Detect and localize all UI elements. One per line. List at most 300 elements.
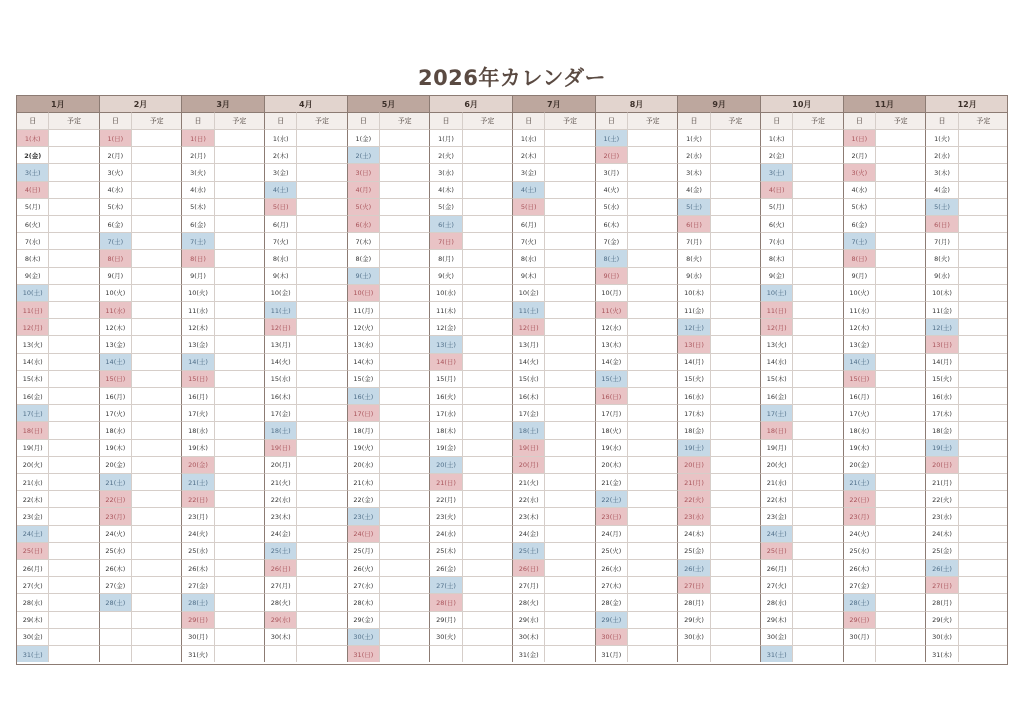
plan-cell[interactable] — [958, 163, 1008, 180]
plan-cell[interactable] — [875, 335, 925, 352]
plan-cell[interactable] — [710, 507, 760, 524]
plan-cell[interactable] — [462, 525, 512, 542]
plan-cell[interactable] — [214, 525, 264, 542]
plan-cell[interactable] — [379, 525, 429, 542]
plan-cell[interactable] — [379, 301, 429, 318]
plan-cell[interactable] — [627, 507, 677, 524]
plan-cell[interactable] — [379, 335, 429, 352]
plan-cell[interactable] — [958, 215, 1008, 232]
plan-cell[interactable] — [958, 232, 1008, 249]
plan-cell[interactable] — [214, 129, 264, 146]
plan-cell[interactable] — [48, 249, 98, 266]
plan-cell[interactable] — [131, 456, 181, 473]
plan-cell[interactable] — [544, 559, 594, 576]
plan-cell[interactable] — [710, 335, 760, 352]
plan-cell[interactable] — [48, 628, 98, 645]
plan-cell[interactable] — [710, 370, 760, 387]
plan-cell[interactable] — [48, 525, 98, 542]
plan-cell[interactable] — [296, 628, 346, 645]
plan-cell[interactable] — [131, 576, 181, 593]
plan-cell[interactable] — [48, 370, 98, 387]
plan-cell[interactable] — [958, 335, 1008, 352]
plan-cell[interactable] — [544, 645, 594, 662]
plan-cell[interactable] — [131, 507, 181, 524]
plan-cell[interactable] — [544, 404, 594, 421]
plan-cell[interactable] — [544, 456, 594, 473]
plan-cell[interactable] — [462, 129, 512, 146]
plan-cell[interactable] — [48, 542, 98, 559]
plan-cell[interactable] — [958, 542, 1008, 559]
plan-cell[interactable] — [131, 387, 181, 404]
plan-cell[interactable] — [48, 611, 98, 628]
plan-cell[interactable] — [131, 318, 181, 335]
plan-cell[interactable] — [214, 628, 264, 645]
plan-cell[interactable] — [627, 542, 677, 559]
plan-cell[interactable] — [296, 593, 346, 610]
plan-cell[interactable] — [214, 335, 264, 352]
plan-cell[interactable] — [792, 473, 842, 490]
plan-cell[interactable] — [462, 215, 512, 232]
plan-cell[interactable] — [627, 267, 677, 284]
plan-cell[interactable] — [544, 284, 594, 301]
plan-cell[interactable] — [131, 628, 181, 645]
plan-cell[interactable] — [462, 628, 512, 645]
plan-cell[interactable] — [627, 611, 677, 628]
plan-cell[interactable] — [544, 335, 594, 352]
plan-cell[interactable] — [958, 421, 1008, 438]
plan-cell[interactable] — [296, 507, 346, 524]
plan-cell[interactable] — [379, 628, 429, 645]
plan-cell[interactable] — [462, 593, 512, 610]
plan-cell[interactable] — [958, 456, 1008, 473]
plan-cell[interactable] — [296, 490, 346, 507]
plan-cell[interactable] — [214, 370, 264, 387]
plan-cell[interactable] — [792, 353, 842, 370]
plan-cell[interactable] — [48, 456, 98, 473]
plan-cell[interactable] — [462, 490, 512, 507]
plan-cell[interactable] — [214, 249, 264, 266]
plan-cell[interactable] — [48, 198, 98, 215]
plan-cell[interactable] — [875, 129, 925, 146]
plan-cell[interactable] — [875, 490, 925, 507]
plan-cell[interactable] — [710, 249, 760, 266]
plan-cell[interactable] — [875, 181, 925, 198]
plan-cell[interactable] — [792, 525, 842, 542]
plan-cell[interactable] — [462, 542, 512, 559]
plan-cell[interactable] — [792, 611, 842, 628]
plan-cell[interactable] — [958, 181, 1008, 198]
plan-cell[interactable] — [792, 421, 842, 438]
plan-cell[interactable] — [710, 301, 760, 318]
plan-cell[interactable] — [627, 473, 677, 490]
plan-cell[interactable] — [627, 404, 677, 421]
plan-cell[interactable] — [48, 353, 98, 370]
plan-cell[interactable] — [792, 301, 842, 318]
plan-cell[interactable] — [792, 439, 842, 456]
plan-cell[interactable] — [296, 387, 346, 404]
plan-cell[interactable] — [627, 232, 677, 249]
plan-cell[interactable] — [875, 232, 925, 249]
plan-cell[interactable] — [48, 301, 98, 318]
plan-cell[interactable] — [296, 129, 346, 146]
plan-cell[interactable] — [544, 318, 594, 335]
plan-cell[interactable] — [627, 576, 677, 593]
plan-cell[interactable] — [462, 335, 512, 352]
plan-cell[interactable] — [958, 370, 1008, 387]
plan-cell[interactable] — [48, 490, 98, 507]
plan-cell[interactable] — [214, 181, 264, 198]
plan-cell[interactable] — [131, 146, 181, 163]
plan-cell[interactable] — [214, 284, 264, 301]
plan-cell[interactable] — [296, 146, 346, 163]
plan-cell[interactable] — [462, 284, 512, 301]
plan-cell[interactable] — [627, 181, 677, 198]
plan-cell[interactable] — [131, 542, 181, 559]
plan-cell[interactable] — [131, 163, 181, 180]
plan-cell[interactable] — [792, 456, 842, 473]
plan-cell[interactable] — [214, 301, 264, 318]
plan-cell[interactable] — [379, 611, 429, 628]
plan-cell[interactable] — [710, 387, 760, 404]
plan-cell[interactable] — [379, 181, 429, 198]
plan-cell[interactable] — [710, 559, 760, 576]
plan-cell[interactable] — [214, 404, 264, 421]
plan-cell[interactable] — [627, 163, 677, 180]
plan-cell[interactable] — [544, 542, 594, 559]
plan-cell[interactable] — [875, 198, 925, 215]
plan-cell[interactable] — [627, 421, 677, 438]
plan-cell[interactable] — [710, 542, 760, 559]
plan-cell[interactable] — [958, 490, 1008, 507]
plan-cell[interactable] — [48, 284, 98, 301]
plan-cell[interactable] — [379, 387, 429, 404]
plan-cell[interactable] — [792, 249, 842, 266]
plan-cell[interactable] — [48, 215, 98, 232]
plan-cell[interactable] — [792, 146, 842, 163]
plan-cell[interactable] — [379, 370, 429, 387]
plan-cell[interactable] — [379, 645, 429, 662]
plan-cell[interactable] — [379, 163, 429, 180]
plan-cell[interactable] — [627, 146, 677, 163]
plan-cell[interactable] — [875, 318, 925, 335]
plan-cell[interactable] — [48, 507, 98, 524]
plan-cell[interactable] — [544, 249, 594, 266]
plan-cell[interactable] — [627, 525, 677, 542]
plan-cell[interactable] — [296, 559, 346, 576]
plan-cell[interactable] — [462, 249, 512, 266]
plan-cell[interactable] — [296, 473, 346, 490]
plan-cell[interactable] — [296, 645, 346, 662]
plan-cell[interactable] — [296, 456, 346, 473]
plan-cell[interactable] — [958, 284, 1008, 301]
plan-cell[interactable] — [544, 387, 594, 404]
plan-cell[interactable] — [792, 163, 842, 180]
plan-cell[interactable] — [214, 318, 264, 335]
plan-cell[interactable] — [792, 335, 842, 352]
plan-cell[interactable] — [131, 559, 181, 576]
plan-cell[interactable] — [627, 249, 677, 266]
plan-cell[interactable] — [544, 146, 594, 163]
plan-cell[interactable] — [48, 421, 98, 438]
plan-cell[interactable] — [958, 146, 1008, 163]
plan-cell[interactable] — [462, 576, 512, 593]
plan-cell[interactable] — [710, 232, 760, 249]
plan-cell[interactable] — [792, 284, 842, 301]
plan-cell[interactable] — [710, 456, 760, 473]
plan-cell[interactable] — [296, 301, 346, 318]
plan-cell[interactable] — [958, 611, 1008, 628]
plan-cell[interactable] — [544, 421, 594, 438]
plan-cell[interactable] — [792, 198, 842, 215]
plan-cell[interactable] — [875, 456, 925, 473]
plan-cell[interactable] — [958, 473, 1008, 490]
plan-cell[interactable] — [214, 507, 264, 524]
plan-cell[interactable] — [296, 267, 346, 284]
plan-cell[interactable] — [131, 490, 181, 507]
plan-cell[interactable] — [544, 181, 594, 198]
plan-cell[interactable] — [544, 232, 594, 249]
plan-cell[interactable] — [544, 628, 594, 645]
plan-cell[interactable] — [544, 525, 594, 542]
plan-cell[interactable] — [48, 576, 98, 593]
plan-cell[interactable] — [462, 404, 512, 421]
plan-cell[interactable] — [214, 387, 264, 404]
plan-cell[interactable] — [710, 163, 760, 180]
plan-cell[interactable] — [710, 404, 760, 421]
plan-cell[interactable] — [462, 267, 512, 284]
plan-cell[interactable] — [48, 404, 98, 421]
plan-cell[interactable] — [792, 593, 842, 610]
plan-cell[interactable] — [710, 593, 760, 610]
plan-cell[interactable] — [296, 353, 346, 370]
plan-cell[interactable] — [131, 335, 181, 352]
plan-cell[interactable] — [627, 284, 677, 301]
plan-cell[interactable] — [710, 628, 760, 645]
plan-cell[interactable] — [214, 198, 264, 215]
plan-cell[interactable] — [875, 473, 925, 490]
plan-cell[interactable] — [462, 301, 512, 318]
plan-cell[interactable] — [379, 232, 429, 249]
plan-cell[interactable] — [958, 576, 1008, 593]
plan-cell[interactable] — [544, 267, 594, 284]
plan-cell[interactable] — [462, 456, 512, 473]
plan-cell[interactable] — [379, 456, 429, 473]
plan-cell[interactable] — [296, 284, 346, 301]
plan-cell[interactable] — [544, 215, 594, 232]
plan-cell[interactable] — [462, 146, 512, 163]
plan-cell[interactable] — [214, 439, 264, 456]
plan-cell[interactable] — [544, 301, 594, 318]
plan-cell[interactable] — [710, 490, 760, 507]
plan-cell[interactable] — [131, 181, 181, 198]
plan-cell[interactable] — [958, 198, 1008, 215]
plan-cell[interactable] — [48, 473, 98, 490]
plan-cell[interactable] — [875, 146, 925, 163]
plan-cell[interactable] — [792, 542, 842, 559]
plan-cell[interactable] — [875, 542, 925, 559]
plan-cell[interactable] — [627, 628, 677, 645]
plan-cell[interactable] — [131, 267, 181, 284]
plan-cell[interactable] — [296, 163, 346, 180]
plan-cell[interactable] — [627, 318, 677, 335]
plan-cell[interactable] — [379, 542, 429, 559]
plan-cell[interactable] — [710, 215, 760, 232]
plan-cell[interactable] — [379, 284, 429, 301]
plan-cell[interactable] — [710, 645, 760, 662]
plan-cell[interactable] — [48, 232, 98, 249]
plan-cell[interactable] — [792, 645, 842, 662]
plan-cell[interactable] — [958, 507, 1008, 524]
plan-cell[interactable] — [214, 232, 264, 249]
plan-cell[interactable] — [544, 129, 594, 146]
plan-cell[interactable] — [131, 284, 181, 301]
plan-cell[interactable] — [958, 628, 1008, 645]
plan-cell[interactable] — [792, 559, 842, 576]
plan-cell[interactable] — [379, 421, 429, 438]
plan-cell[interactable] — [214, 421, 264, 438]
plan-cell[interactable] — [48, 163, 98, 180]
plan-cell[interactable] — [627, 387, 677, 404]
plan-cell[interactable] — [131, 198, 181, 215]
plan-cell[interactable] — [958, 353, 1008, 370]
plan-cell[interactable] — [379, 318, 429, 335]
plan-cell[interactable] — [296, 232, 346, 249]
plan-cell[interactable] — [792, 370, 842, 387]
plan-cell[interactable] — [710, 421, 760, 438]
plan-cell[interactable] — [544, 507, 594, 524]
plan-cell[interactable] — [379, 404, 429, 421]
plan-cell[interactable] — [131, 249, 181, 266]
plan-cell[interactable] — [296, 318, 346, 335]
plan-cell[interactable] — [462, 507, 512, 524]
plan-cell[interactable] — [379, 215, 429, 232]
plan-cell[interactable] — [214, 473, 264, 490]
plan-cell[interactable] — [958, 559, 1008, 576]
plan-cell[interactable] — [875, 421, 925, 438]
plan-cell[interactable] — [48, 645, 98, 662]
plan-cell[interactable] — [131, 439, 181, 456]
plan-cell[interactable] — [875, 163, 925, 180]
plan-cell[interactable] — [296, 439, 346, 456]
plan-cell[interactable] — [48, 318, 98, 335]
plan-cell[interactable] — [958, 318, 1008, 335]
plan-cell[interactable] — [462, 559, 512, 576]
plan-cell[interactable] — [875, 593, 925, 610]
plan-cell[interactable] — [627, 370, 677, 387]
plan-cell[interactable] — [462, 421, 512, 438]
plan-cell[interactable] — [792, 232, 842, 249]
plan-cell[interactable] — [958, 301, 1008, 318]
plan-cell[interactable] — [131, 370, 181, 387]
plan-cell[interactable] — [875, 507, 925, 524]
plan-cell[interactable] — [48, 267, 98, 284]
plan-cell[interactable] — [958, 525, 1008, 542]
plan-cell[interactable] — [379, 507, 429, 524]
plan-cell[interactable] — [792, 387, 842, 404]
plan-cell[interactable] — [379, 439, 429, 456]
plan-cell[interactable] — [792, 267, 842, 284]
plan-cell[interactable] — [214, 353, 264, 370]
plan-cell[interactable] — [379, 129, 429, 146]
plan-cell[interactable] — [710, 353, 760, 370]
plan-cell[interactable] — [48, 387, 98, 404]
plan-cell[interactable] — [48, 146, 98, 163]
plan-cell[interactable] — [875, 387, 925, 404]
plan-cell[interactable] — [462, 370, 512, 387]
plan-cell[interactable] — [875, 353, 925, 370]
plan-cell[interactable] — [544, 576, 594, 593]
plan-cell[interactable] — [296, 249, 346, 266]
plan-cell[interactable] — [131, 421, 181, 438]
plan-cell[interactable] — [875, 611, 925, 628]
plan-cell[interactable] — [710, 181, 760, 198]
plan-cell[interactable] — [544, 353, 594, 370]
plan-cell[interactable] — [710, 146, 760, 163]
plan-cell[interactable] — [544, 163, 594, 180]
plan-cell[interactable] — [462, 387, 512, 404]
plan-cell[interactable] — [875, 404, 925, 421]
plan-cell[interactable] — [544, 198, 594, 215]
plan-cell[interactable] — [214, 215, 264, 232]
plan-cell[interactable] — [296, 421, 346, 438]
plan-cell[interactable] — [462, 473, 512, 490]
plan-cell[interactable] — [462, 318, 512, 335]
plan-cell[interactable] — [544, 473, 594, 490]
plan-cell[interactable] — [792, 490, 842, 507]
plan-cell[interactable] — [48, 335, 98, 352]
plan-cell[interactable] — [462, 181, 512, 198]
plan-cell[interactable] — [131, 129, 181, 146]
plan-cell[interactable] — [296, 198, 346, 215]
plan-cell[interactable] — [958, 404, 1008, 421]
plan-cell[interactable] — [544, 439, 594, 456]
plan-cell[interactable] — [131, 215, 181, 232]
plan-cell[interactable] — [875, 576, 925, 593]
plan-cell[interactable] — [214, 611, 264, 628]
plan-cell[interactable] — [379, 353, 429, 370]
plan-cell[interactable] — [214, 456, 264, 473]
plan-cell[interactable] — [627, 439, 677, 456]
plan-cell[interactable] — [214, 559, 264, 576]
plan-cell[interactable] — [958, 267, 1008, 284]
plan-cell[interactable] — [296, 611, 346, 628]
plan-cell[interactable] — [462, 198, 512, 215]
plan-cell[interactable] — [379, 146, 429, 163]
plan-cell[interactable] — [710, 129, 760, 146]
plan-cell[interactable] — [296, 215, 346, 232]
plan-cell[interactable] — [379, 473, 429, 490]
plan-cell[interactable] — [792, 507, 842, 524]
plan-cell[interactable] — [627, 645, 677, 662]
plan-cell[interactable] — [792, 181, 842, 198]
plan-cell[interactable] — [379, 198, 429, 215]
plan-cell[interactable] — [875, 645, 925, 662]
plan-cell[interactable] — [875, 301, 925, 318]
plan-cell[interactable] — [627, 215, 677, 232]
plan-cell[interactable] — [792, 576, 842, 593]
plan-cell[interactable] — [875, 525, 925, 542]
plan-cell[interactable] — [296, 404, 346, 421]
plan-cell[interactable] — [710, 267, 760, 284]
plan-cell[interactable] — [544, 611, 594, 628]
plan-cell[interactable] — [627, 456, 677, 473]
plan-cell[interactable] — [710, 439, 760, 456]
plan-cell[interactable] — [627, 301, 677, 318]
plan-cell[interactable] — [379, 593, 429, 610]
plan-cell[interactable] — [296, 181, 346, 198]
plan-cell[interactable] — [48, 593, 98, 610]
plan-cell[interactable] — [214, 576, 264, 593]
